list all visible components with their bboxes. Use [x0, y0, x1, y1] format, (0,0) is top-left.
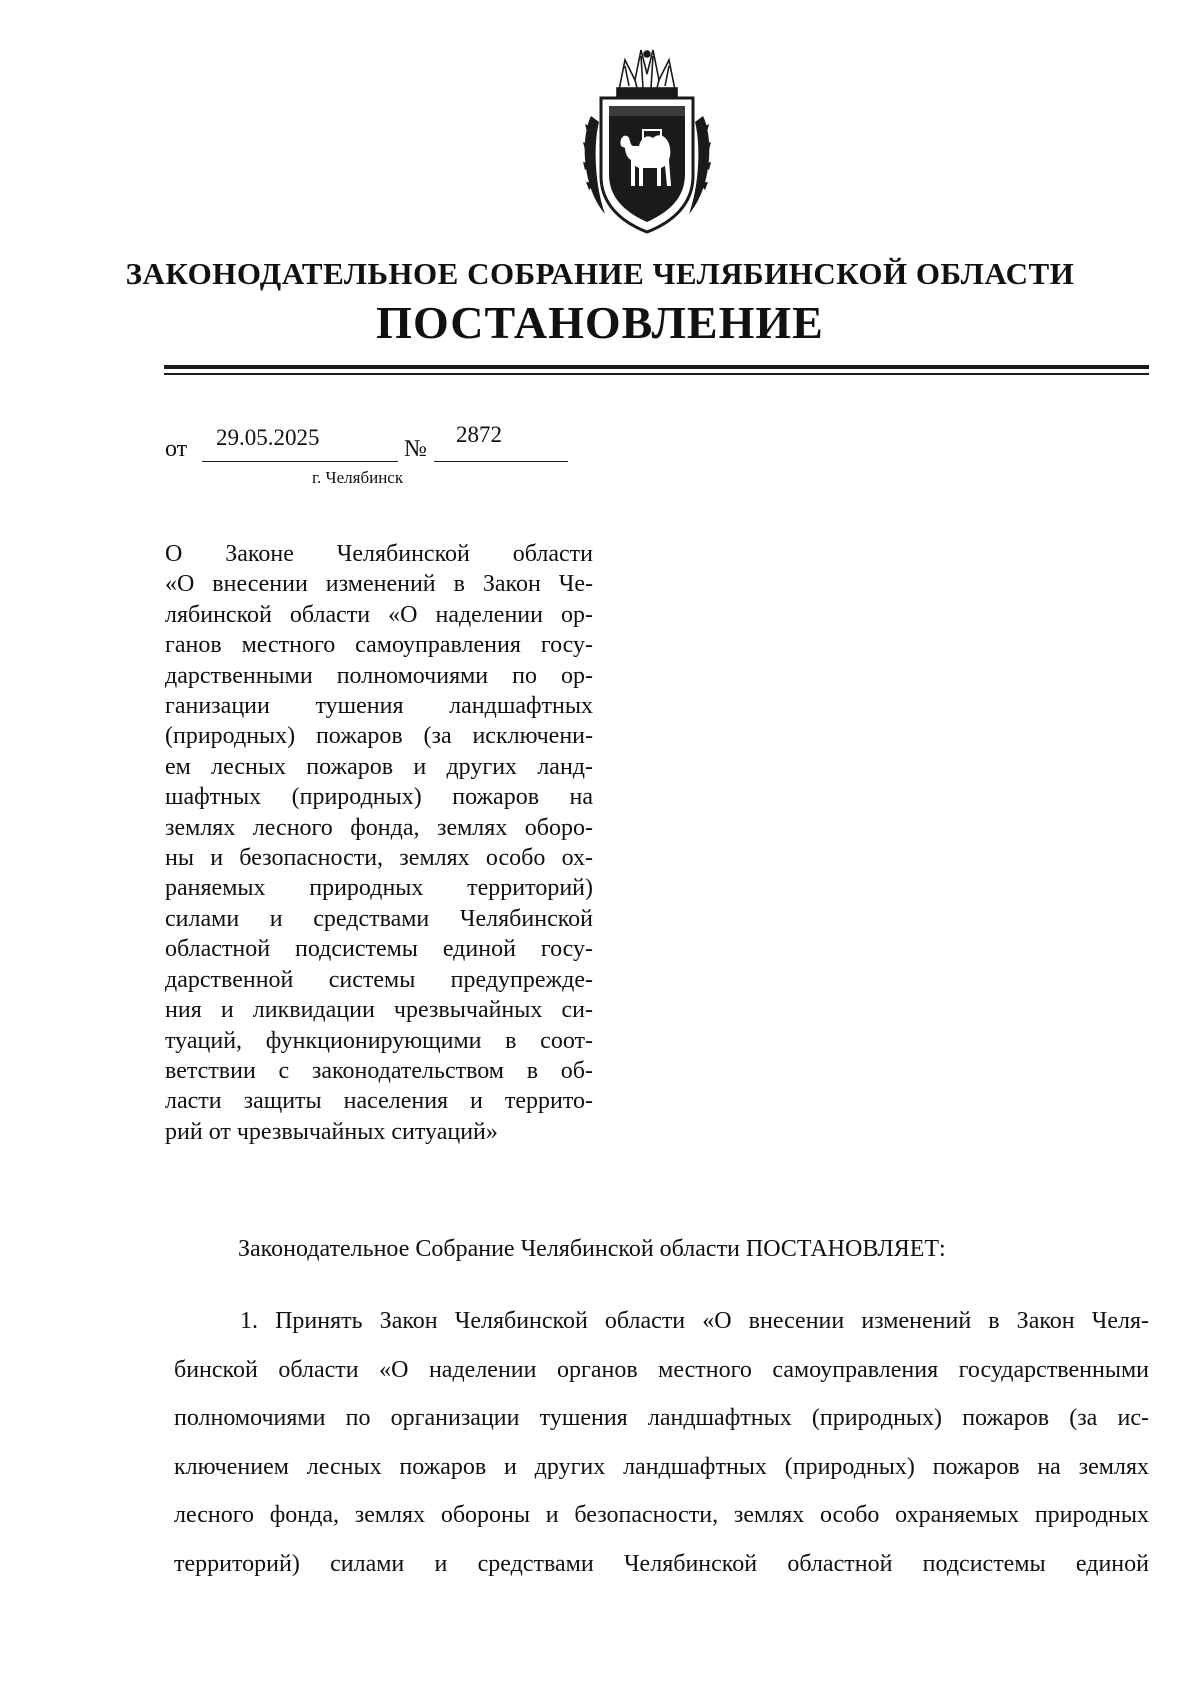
coat-of-arms-icon [577, 46, 717, 236]
header-divider-thick [164, 365, 1149, 369]
header-divider-thin [164, 373, 1149, 375]
subject-line: ния и ликвидации чрезвычайных си- [165, 997, 593, 1024]
subject-line: ганизации тушения ландшафтных [165, 693, 593, 720]
subject-line: О Законе Челябинской области [165, 541, 593, 567]
subject-line: раняемых природных территорий) [165, 875, 593, 902]
subject-line: дарственными полномочиями по ор- [165, 662, 593, 689]
document-number: 2872 [456, 422, 502, 447]
organization-title: ЗАКОНОДАТЕЛЬНОЕ СОБРАНИЕ ЧЕЛЯБИНСКОЙ ОБЛАСТИ [125, 256, 1075, 291]
resolves-statement: Законодательное Собрание Челябинской области ПОСТАНОВЛЯЕТ: [238, 1236, 946, 1262]
body-paragraph [174, 1297, 1149, 1589]
subject-line: шафтных (природных) пожаров на [165, 784, 593, 811]
body-line: лесного фонда, землях обороны и безопасности, землях особо охраняемых природных [174, 1502, 1149, 1529]
document-type-title: ПОСТАНОВЛЕНИЕ [376, 297, 824, 348]
subject-block [165, 539, 593, 1147]
body-line: ключением лесных пожаров и других ландшафтных (природных) пожаров на землях [174, 1453, 1149, 1480]
subject-line: рий от чрезвычайных ситуаций» [165, 1118, 498, 1145]
subject-line: туаций, функционирующими в соот- [165, 1027, 593, 1054]
subject-line: лябинской области «О наделении ор- [165, 601, 593, 628]
subject-line: ганов местного самоуправления госу- [165, 632, 593, 659]
subject-line: «О внесении изменений в Закон Че- [165, 571, 593, 598]
body-line: полномочиями по организации тушения ландшафтных (природных) пожаров (за ис- [174, 1405, 1149, 1432]
date-prefix-label: от [165, 436, 188, 462]
number-underline [434, 461, 568, 462]
subject-line: областной подсистемы единой госу- [165, 936, 593, 963]
subject-line: дарственной системы предупрежде- [165, 966, 593, 993]
subject-line: (природных) пожаров (за исключени- [165, 723, 593, 750]
subject-line: ветствии с законодательством в об- [165, 1057, 593, 1084]
document-date: 29.05.2025 [216, 425, 320, 450]
date-underline [202, 461, 398, 462]
body-line: бинской области «О наделении органов местного самоуправления государственными [174, 1356, 1149, 1383]
subject-line: землях лесного фонда, землях оборо- [165, 814, 593, 841]
subject-line: ны и безопасности, землях особо ох- [165, 845, 593, 872]
body-line: 1. Принять Закон Челябинской области «О внесении изменений в Закон Челя- [240, 1308, 1149, 1334]
subject-line: ласти защиты населения и террито- [165, 1088, 593, 1115]
city-label: г. Челябинск [312, 468, 404, 487]
subject-line: силами и средствами Челябинской [165, 905, 593, 932]
number-sign-label: № [404, 436, 427, 462]
body-line: территорий) силами и средствами Челябинской областной подсистемы единой [174, 1550, 1149, 1577]
subject-line: ем лесных пожаров и других ланд- [165, 753, 593, 780]
